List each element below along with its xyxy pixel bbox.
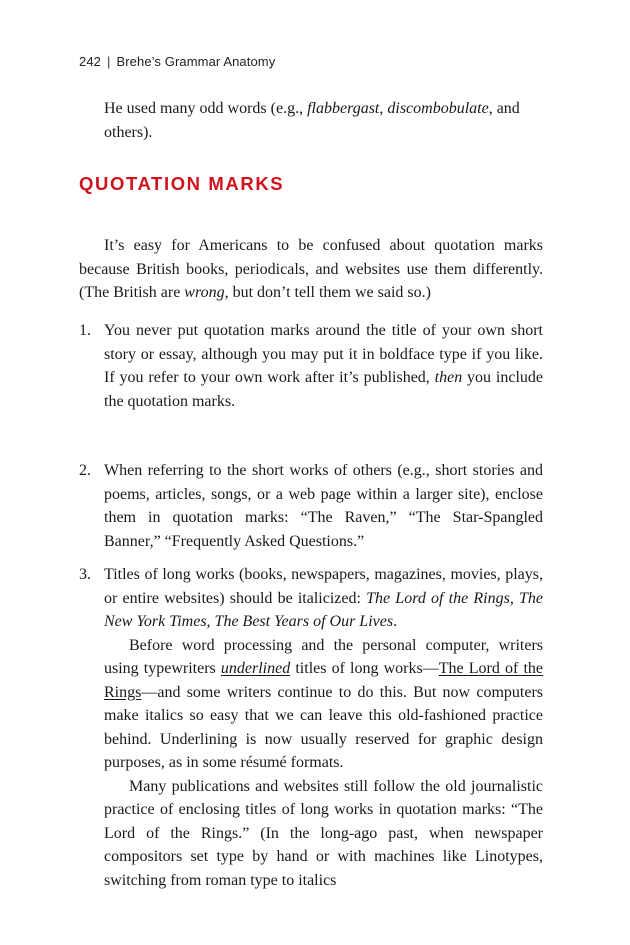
running-head: [79, 54, 275, 69]
intro-italic-word: wrong: [184, 284, 225, 301]
header-separator: |: [107, 54, 111, 69]
section-heading: QUOTATION MARKS: [79, 173, 285, 194]
book-title: Brehe’s Grammar Anatomy: [116, 54, 276, 69]
list-item-text: When referring to the short works of others (e.g., short stories and poems, articles, songs, or a web page within a larger site), enclose them in quotation marks: “The Raven,” “The Star-Spangled Banner,” “Frequently Asked Questions.”: [104, 462, 543, 550]
underlined-italic-word: underlined: [220, 660, 291, 677]
list-item-paragraph: Many publications and websites still follow the old journalistic practice of enclosing titles of long works in quotation marks: “The Lord of the Rings.” (In the long-ago past, when newspaper compositors set type by hand or with machines like Linotypes, switching from roman type to italics: [104, 777, 543, 889]
example-italic-word: flabbergast: [307, 100, 380, 117]
item-text: You never put quotation marks around the title of your own short story or essay, although you may put it in boldface type if you like. If you refer to your own work after it’s published,: [104, 322, 543, 386]
item-text: —and some writers continue to do this. But now computers make italics so easy that we can leave this old-fashioned practice behind. Underlining is now usually reserved for graphic design purposes, as in some résumé formats.: [104, 683, 543, 771]
example-text: ,: [379, 100, 388, 117]
example-italic-word: discombobulate: [387, 100, 489, 117]
item-italic-text: ,: [206, 613, 215, 630]
intro-text: It’s easy for Americans to be confused about quotation marks because British books, periodicals, and websites use them differently. (The British are: [79, 237, 543, 301]
item-italic-word: then: [434, 369, 463, 386]
item-text: Titles of long works (books, newspapers, magazines, movies, plays, or entire websites) should be italicized:: [104, 566, 543, 607]
list-item-text: [104, 563, 543, 892]
intro-paragraph: [79, 234, 543, 305]
list-item: [79, 459, 543, 553]
item-text: Before word processing and the personal computer, writers using typewriters: [104, 636, 543, 677]
item-text: .: [393, 613, 398, 630]
example-sentence: [104, 97, 544, 144]
item-text: you include the quotation marks.: [104, 369, 543, 410]
item-italic-title: The New York Times: [104, 589, 544, 630]
list-item-number: 1.: [79, 322, 91, 339]
underlined-title: The Lord of the Rings: [104, 660, 543, 701]
list-item-paragraph: [104, 563, 543, 634]
item-italic-text: ,: [509, 589, 520, 607]
page-number: 242: [79, 54, 101, 69]
list-item: [79, 563, 543, 892]
item-italic-title: The Lord of the Rings: [366, 589, 510, 607]
item-text: titles of long works—: [290, 660, 439, 677]
example-text: He used many odd words (e.g.,: [104, 100, 308, 117]
list-item-text: [104, 319, 543, 413]
list-item-number: 2.: [79, 462, 91, 479]
list-item: [79, 319, 543, 413]
intro-text: , but don’t tell them we said so.): [224, 284, 431, 301]
list-item-paragraph: [104, 634, 543, 775]
example-text: , and others).: [104, 100, 520, 141]
list-item-number: 3.: [79, 566, 91, 583]
item-italic-title: The Best Years of Our Lives: [214, 613, 394, 630]
